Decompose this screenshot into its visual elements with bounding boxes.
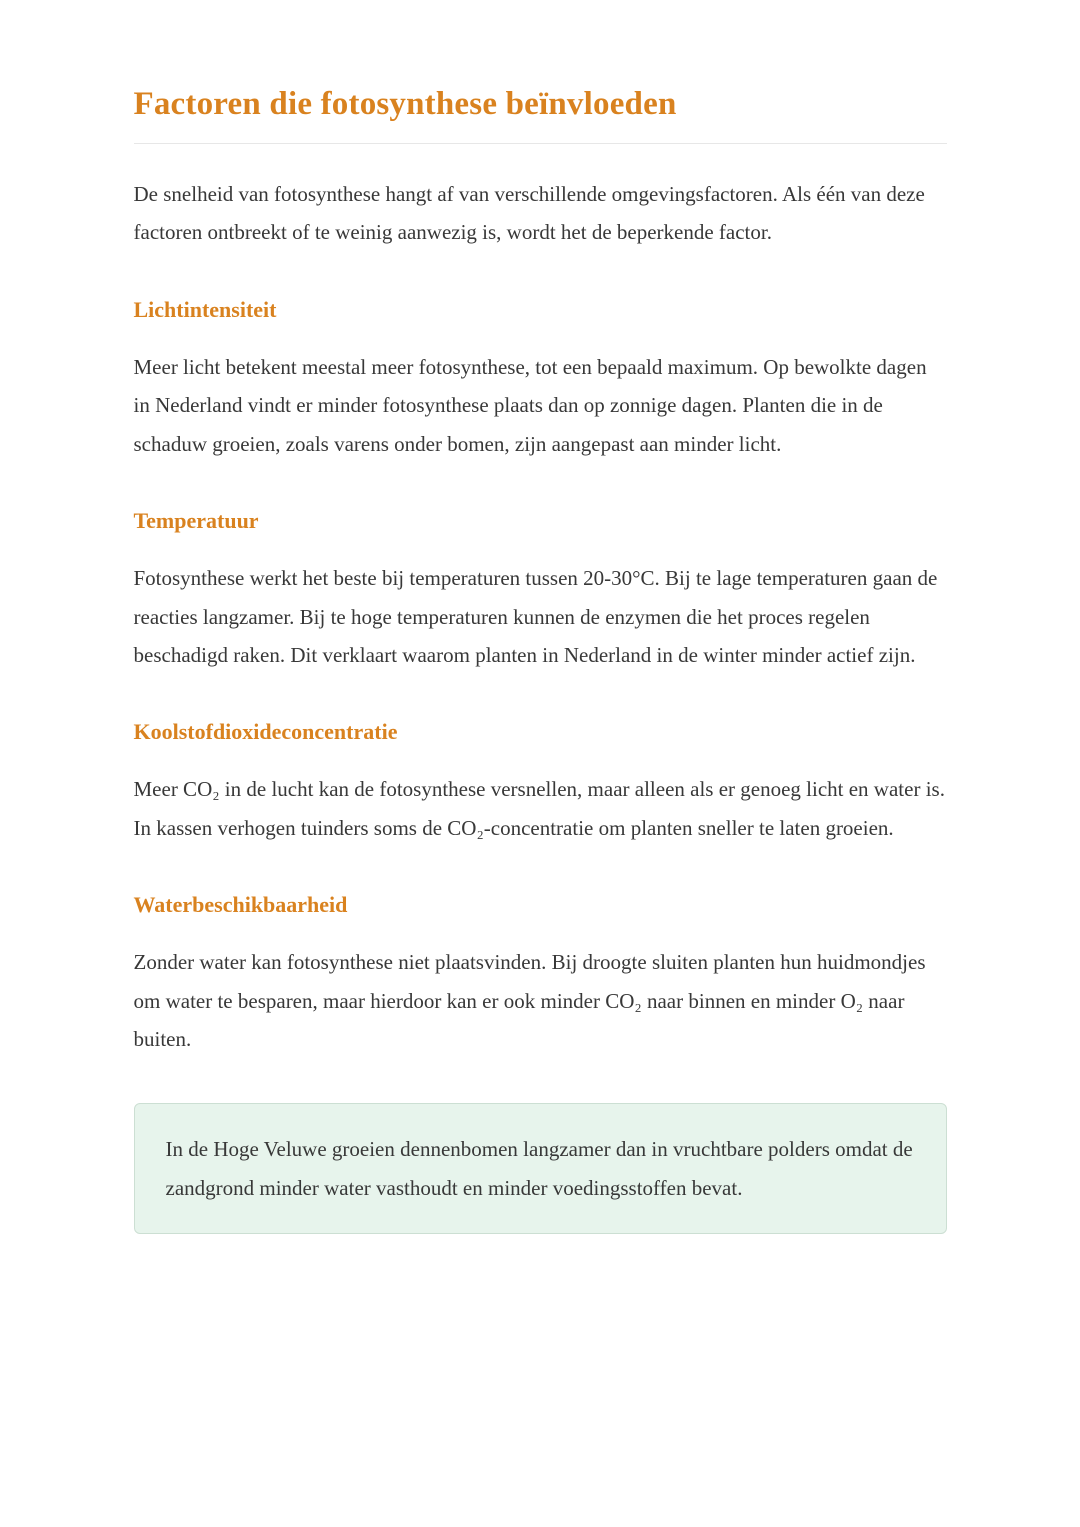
section-paragraph-temperatuur: Fotosynthese werkt het beste bij temperaturen tussen 20-30°C. Bij te lage temperaturen gaan de reacties langzamer. Bij te hoge temperaturen kunnen de enzymen die het proces regelen beschadigd raken. Dit verklaart waarom planten in Nederland in de winter minder actief zijn. <box>133 566 938 667</box>
section-heading-lichtintensiteit: Lichtintensiteit <box>133 296 277 322</box>
callout-text: In de Hoge Veluwe groeien dennenbomen langzamer dan in vruchtbare polders omdat de zandgrond minder water vasthoudt en minder voedingsstoffen bevat. <box>165 1137 913 1200</box>
section-koolstofdioxideconcentratie <box>134 719 947 847</box>
section-paragraph-koolstofdioxideconcentratie: Meer CO₂ in de lucht kan de fotosynthese versnellen, maar alleen als er genoeg licht en water is. In kassen verhogen tuinders soms de CO₂-concentratie om planten sneller te laten groeien. <box>133 777 945 840</box>
section-heading-waterbeschikbaarheid: Waterbeschikbaarheid <box>133 892 348 918</box>
section-waterbeschikbaarheid <box>134 892 947 1058</box>
page-title: Factoren die fotosynthese beïnvloeden <box>133 86 677 122</box>
title-divider <box>134 143 947 144</box>
document-page <box>134 0 947 1234</box>
section-paragraph-waterbeschikbaarheid: Zonder water kan fotosynthese niet plaatsvinden. Bij droogte sluiten planten hun huidmondjes om water te besparen, maar hierdoor kan er ook minder CO₂ naar binnen en minder O₂ naar buiten. <box>133 950 926 1052</box>
section-lichtintensiteit <box>134 297 947 463</box>
section-temperatuur <box>134 508 947 674</box>
section-heading-koolstofdioxideconcentratie: Koolstofdioxideconcentratie <box>133 719 398 745</box>
intro-paragraph: De snelheid van fotosynthese hangt af van verschillende omgevingsfactoren. Als één van deze factoren ontbreekt of te weinig aanwezig is, wordt het de beperkende factor. <box>133 182 925 245</box>
section-paragraph-lichtintensiteit: Meer licht betekent meestal meer fotosynthese, tot een bepaald maximum. Op bewolkte dagen in Nederland vindt er minder fotosynthese plaats dan op zonnige dagen. Planten die in de schaduw groeien, zoals varens onder bomen, zijn aangepast aan minder licht. <box>133 354 927 456</box>
callout-box <box>134 1103 947 1234</box>
section-heading-temperatuur: Temperatuur <box>133 508 259 534</box>
